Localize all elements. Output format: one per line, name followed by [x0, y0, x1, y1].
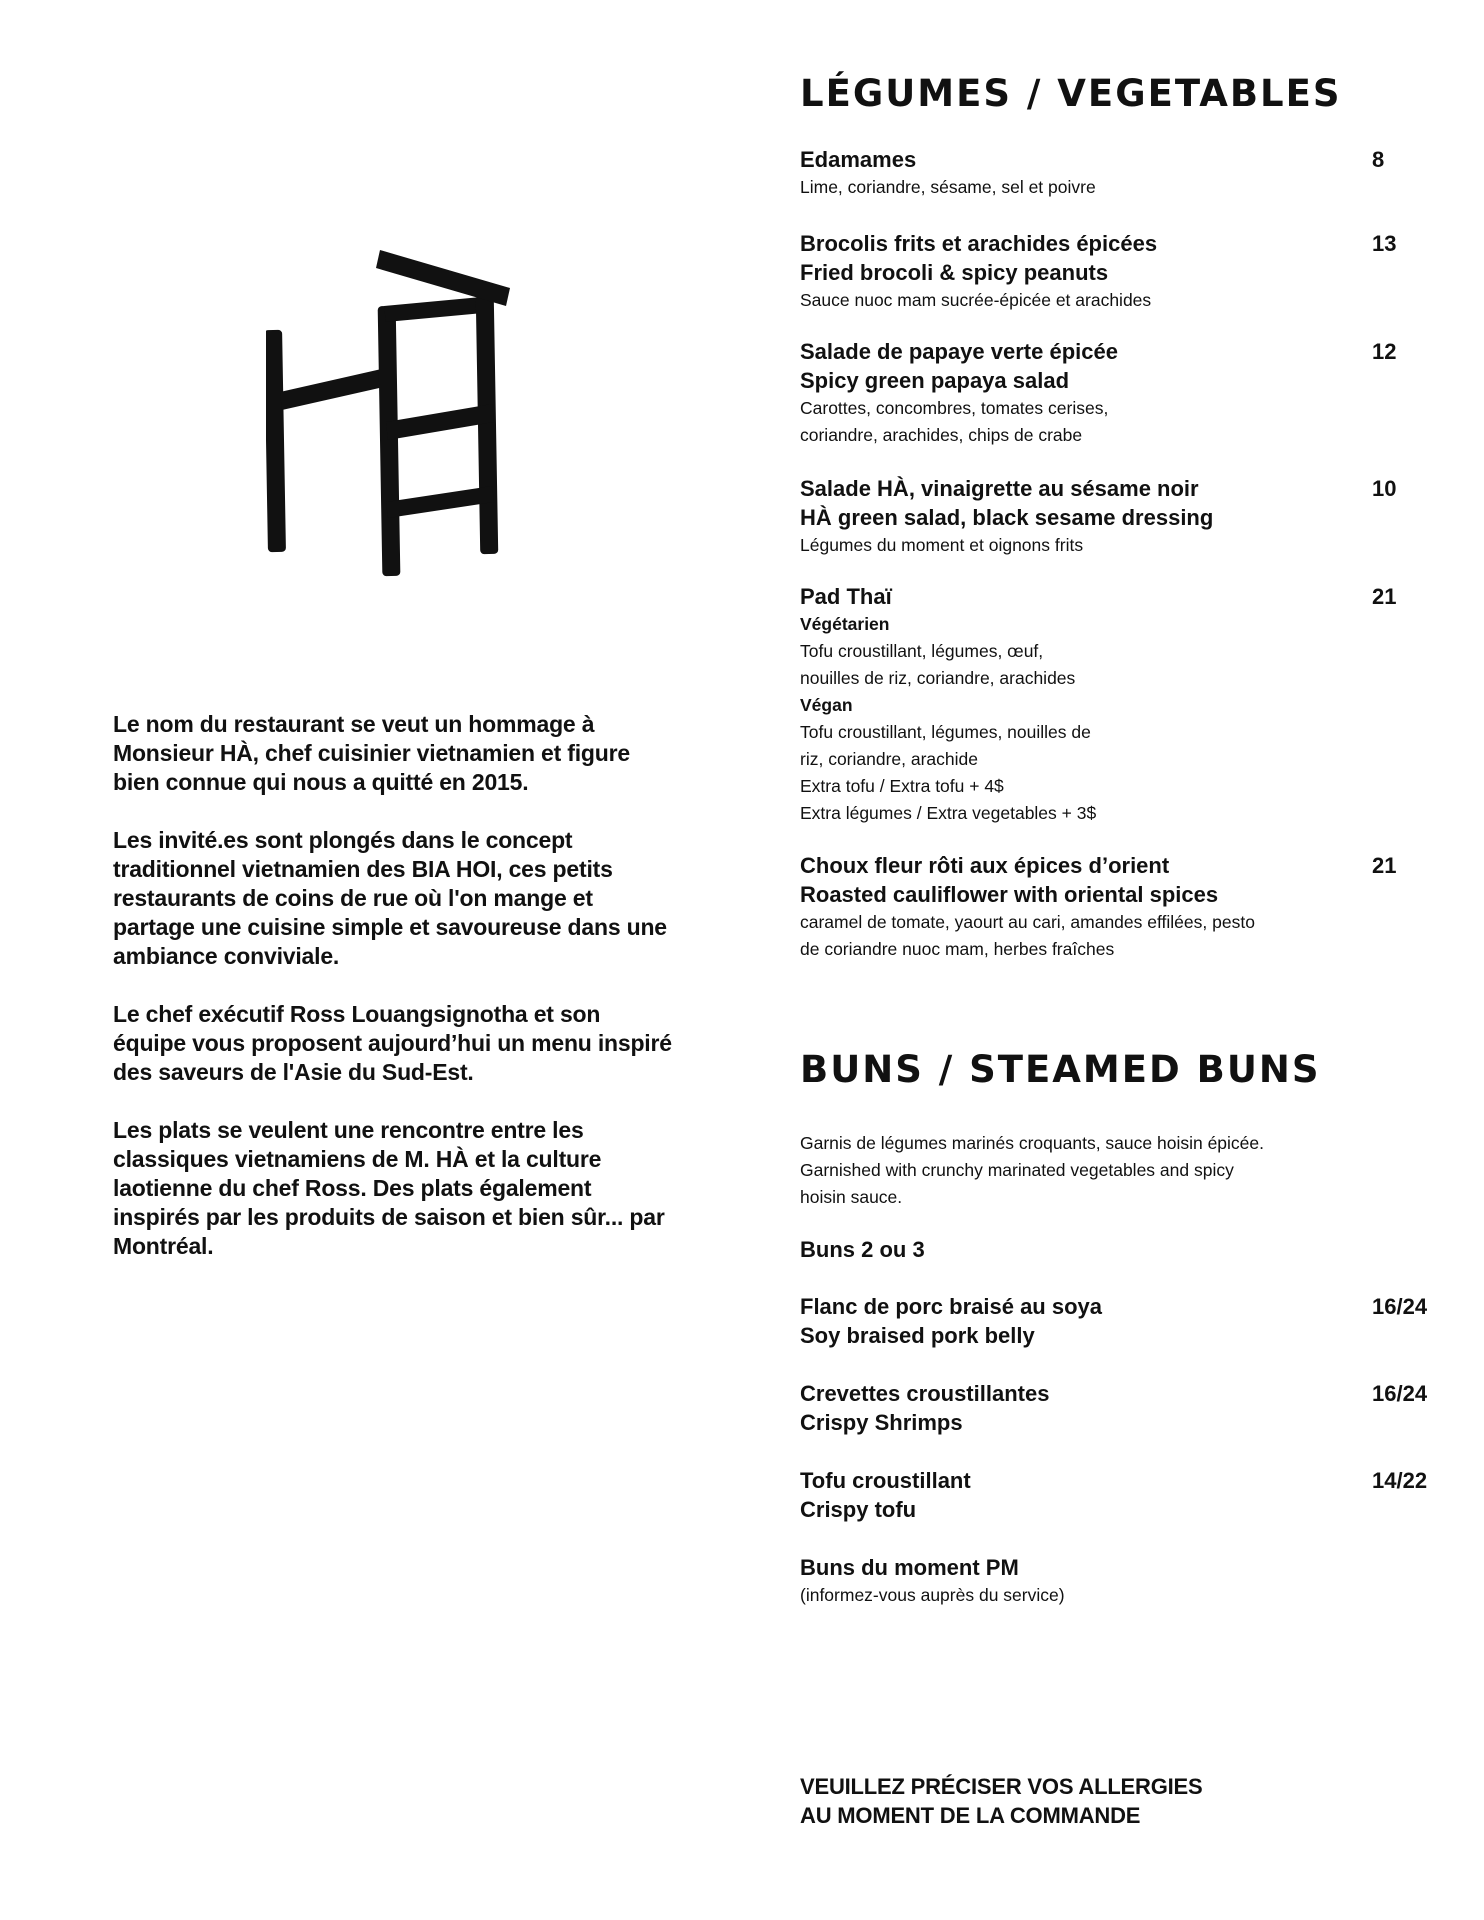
about-paragraph: Le nom du restaurant se veut un hommage à Monsieur HÀ, chef cuisinier vietnamien et figure bien connue qui nous a quitté en 2015.	[113, 711, 630, 795]
item-description: Tofu croustillant, légumes, nouilles de	[800, 722, 1091, 742]
allergy-notice	[800, 1772, 1203, 1830]
item-description: Carottes, concombres, tomates cerises,	[800, 398, 1109, 418]
menu-item	[800, 1379, 1440, 1437]
item-name-en: Fried brocoli & spicy peanuts	[800, 260, 1109, 285]
item-price: 14/22	[1372, 1468, 1428, 1493]
menu-item	[800, 474, 1440, 559]
vegetables-list	[800, 145, 1440, 985]
item-price: 8	[1372, 147, 1385, 172]
item-description: coriandre, arachides, chips de crabe	[800, 425, 1083, 445]
extra-option: Extra légumes / Extra vegetables + 3$	[800, 803, 1097, 823]
item-price: 16/24	[1372, 1381, 1428, 1406]
item-name: Edamames	[800, 147, 917, 172]
item-description: caramel de tomate, yaourt au cari, amandes effilées, pesto	[800, 912, 1255, 932]
allergy-line: VEUILLEZ PRÉCISER VOS ALLERGIES	[800, 1774, 1203, 1799]
item-description: nouilles de riz, coriandre, arachides	[800, 668, 1076, 688]
item-name-fr: Flanc de porc braisé au soya	[800, 1294, 1103, 1319]
item-name-en: Crispy Shrimps	[800, 1410, 963, 1435]
menu-item	[800, 851, 1440, 963]
item-name-en: Roasted cauliflower with oriental spices	[800, 882, 1219, 907]
item-name-en: Spicy green papaya salad	[800, 368, 1070, 393]
item-description: Légumes du moment et oignons frits	[800, 535, 1084, 555]
buns-list	[800, 1292, 1440, 1638]
item-description: Lime, coriandre, sésame, sel et poivre	[800, 177, 1096, 197]
vegan-label: Végan	[800, 695, 853, 715]
item-name-fr: Choux fleur rôti aux épices d’orient	[800, 853, 1170, 878]
buns-intro-line: Garnis de légumes marinés croquants, sauce hoisin épicée.	[800, 1133, 1264, 1153]
about-paragraph: Les invité.es sont plongés dans le concept traditionnel vietnamien des BIA HOI, ces petits restaurants de coins de rue où l'on mange et partage une cuisine simple et savoureuse dans une ambiance conviviale.	[113, 827, 667, 969]
menu-item	[800, 1553, 1440, 1609]
extra-option: Extra tofu / Extra tofu + 4$	[800, 776, 1004, 796]
item-price: 16/24	[1372, 1294, 1428, 1319]
item-description: Sauce nuoc mam sucrée-épicée et arachides	[800, 290, 1152, 310]
item-description: riz, coriandre, arachide	[800, 749, 978, 769]
vegetarian-label: Végétarien	[800, 614, 890, 634]
buns-intro	[800, 1130, 1360, 1211]
section-title-buns: BUNS / STEAMED BUNS	[800, 1048, 1321, 1091]
menu-item	[800, 145, 1440, 201]
menu-item	[800, 229, 1440, 314]
menu-item	[800, 1466, 1440, 1524]
item-name-fr: Salade de papaye verte épicée	[800, 339, 1118, 364]
allergy-line: AU MOMENT DE LA COMMANDE	[800, 1803, 1141, 1828]
section-title-vegetables: LÉGUMES / VEGETABLES	[800, 72, 1342, 115]
item-price: 13	[1372, 231, 1397, 256]
ha-logo	[266, 250, 516, 580]
about-paragraph: Le chef exécutif Ross Louangsignotha et son équipe vous proposent aujourd’hui un menu inspiré des saveurs de l'Asie du Sud-Est.	[113, 1001, 672, 1085]
about-paragraph: Les plats se veulent une rencontre entre les classiques vietnamiens de M. HÀ et la culture laotienne du chef Ross. Des plats également inspirés par les produits de saison et bien sûr... par Montréal.	[113, 1117, 665, 1259]
item-price: 10	[1372, 476, 1397, 501]
item-name-fr: Salade HÀ, vinaigrette au sésame noir	[800, 476, 1199, 501]
item-price: 21	[1372, 853, 1397, 878]
item-name: Pad Thaï	[800, 584, 892, 609]
item-name-en: Crispy tofu	[800, 1497, 917, 1522]
item-description: Tofu croustillant, légumes, œuf,	[800, 641, 1044, 661]
item-description: de coriandre nuoc mam, herbes fraîches	[800, 939, 1115, 959]
item-price: 21	[1372, 584, 1397, 609]
menu-item	[800, 1292, 1440, 1350]
buns-intro-line: hoisin sauce.	[800, 1187, 903, 1207]
item-name-fr: Crevettes croustillantes	[800, 1381, 1050, 1406]
item-price: 12	[1372, 339, 1397, 364]
about-text	[113, 710, 673, 1290]
item-name-en: Soy braised pork belly	[800, 1323, 1035, 1348]
buns-intro-line: Garnished with crunchy marinated vegetables and spicy	[800, 1160, 1234, 1180]
item-name-en: HÀ green salad, black sesame dressing	[800, 505, 1214, 530]
item-name: Buns du moment PM	[800, 1555, 1019, 1580]
menu-item	[800, 582, 1440, 827]
buns-count-label: Buns 2 ou 3	[800, 1237, 925, 1262]
item-name-fr: Tofu croustillant	[800, 1468, 971, 1493]
item-description: (informez-vous auprès du service)	[800, 1585, 1065, 1605]
item-name-fr: Brocolis frits et arachides épicées	[800, 231, 1158, 256]
menu-item	[800, 337, 1440, 449]
